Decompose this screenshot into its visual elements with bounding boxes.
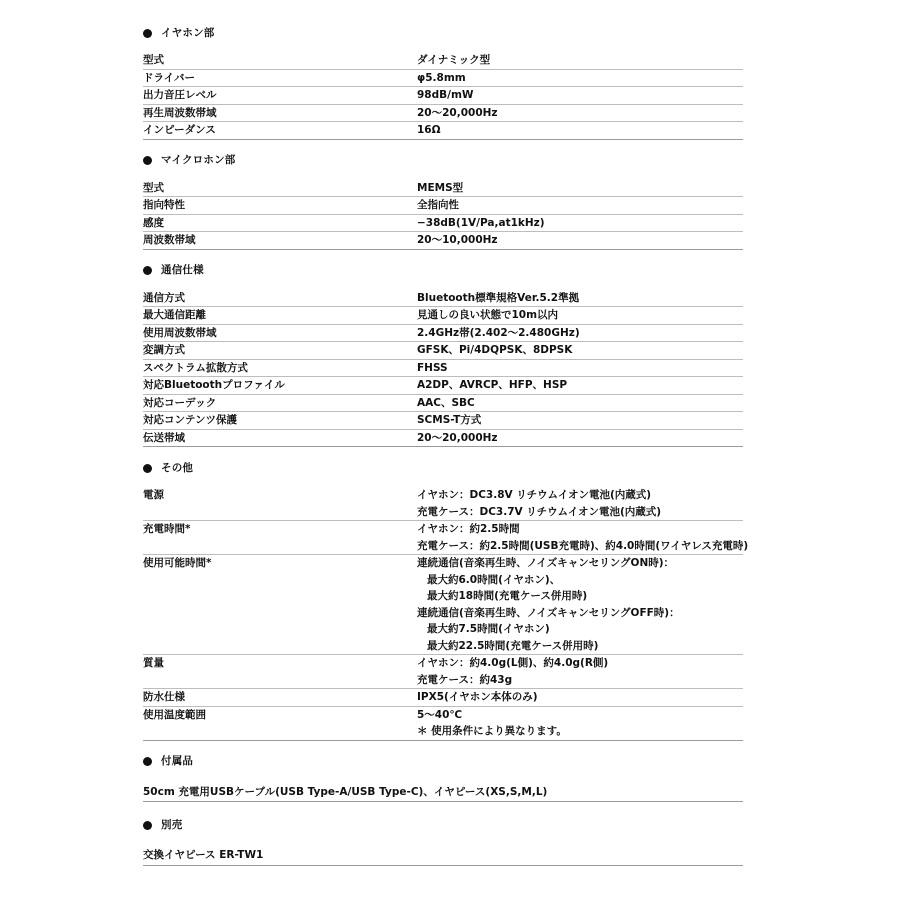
row-label: スペクトラム拡散方式 [143,361,248,374]
section-title: 別売 [161,818,183,831]
row-value: 最大約6.0時間(イヤホン)、 [427,573,561,586]
row-label: 周波数帯域 [143,234,196,246]
row-label: 充電時間* [143,523,191,535]
table-row [143,52,743,70]
row-value: 充電ケース：約43g [417,673,513,686]
row-label: インピーダンス [143,124,216,136]
section-title: マイクロホン部 [161,154,236,167]
spec-table-microphone [143,180,743,250]
table-row [143,105,743,123]
row-value: ダイナミック型 [417,54,491,66]
section-heading-sold-separately [143,814,743,836]
table-row [143,377,743,395]
row-label: 感度 [143,216,164,229]
row-label: 最大通信距離 [143,309,206,321]
sold-separately-text: 交換イヤピース ER-TW1 [143,846,743,866]
row-value: イヤホン：約2.5時間 [417,523,520,535]
bullet-icon [143,156,152,165]
table-row [143,197,743,215]
row-value: IPX5(イヤホン本体のみ) [417,691,538,703]
table-row [143,180,743,198]
row-value: 最大約7.5時間(イヤホン) [427,623,550,635]
section-title: 付属品 [161,755,194,768]
row-value: −38dB(1V/Pa,at1kHz) [417,216,545,229]
row-value: Bluetooth標準規格Ver.5.2準拠 [417,291,580,304]
table-row [143,342,743,360]
row-label: 電源 [143,489,164,501]
row-value: 最大約22.5時間(充電ケース併用時) [427,639,599,652]
section-title: イヤホン部 [161,26,215,39]
spec-sheet [143,22,749,878]
section-heading-other [143,457,743,479]
row-label: 型式 [143,54,164,66]
row-value: ＊ 使用条件により異なります。 [417,725,567,737]
table-row [143,487,743,521]
spec-table-other [143,487,749,741]
row-label: 使用周波数帯域 [143,326,217,339]
row-label: 伝送帯域 [143,431,185,444]
table-row [143,395,743,413]
row-value: AAC、SBC [417,396,475,409]
table-row [143,215,743,233]
accessories-text: 50cm 充電用USBケーブル(USB Type-A/USB Type-C)、イヤピース(XS,S,M,L) [143,783,743,803]
section-title: 通信仕様 [161,264,204,277]
row-value: 2.4GHz帯(2.402〜2.480GHz) [417,326,580,339]
row-value: 充電ケース：約2.5時間(USB充電時)、約4.0時間(ワイヤレス充電時) [417,539,749,552]
row-value: 20〜20,000Hz [417,106,498,119]
bullet-icon [143,757,152,766]
row-value: イヤホン：約4.0g(L側)、約4.0g(R側) [417,657,609,669]
table-row [143,87,743,105]
bullet-icon [143,821,152,830]
table-row [143,521,749,555]
row-value: 充電ケース：DC3.7V リチウムイオン電池(内蔵式) [417,505,662,518]
row-label: 使用可能時間* [143,557,212,569]
row-label: 対応コンテンツ保護 [143,414,237,426]
row-value: A2DP、AVRCP、HFP、HSP [417,379,568,391]
row-label: 指向特性 [143,199,185,211]
table-row [143,655,743,689]
row-value: 98dB/mW [417,89,474,101]
table-row [143,122,743,140]
table-row [143,360,743,378]
section-title: その他 [161,461,194,474]
table-row [143,290,743,308]
row-value: 20〜20,000Hz [417,431,498,444]
row-value: SCMS-T方式 [417,414,482,426]
table-row [143,325,743,343]
spec-table-earphone [143,52,743,140]
table-row [143,70,743,88]
bullet-icon [143,29,152,38]
bullet-icon [143,464,152,473]
row-value: イヤホン：DC3.8V リチウムイオン電池(内蔵式) [417,489,652,501]
spec-table-communication [143,290,743,448]
row-value: 連続通信(音楽再生時、ノイズキャンセリングON時)： [417,557,675,569]
row-value: φ5.8mm [417,71,466,84]
row-label: ドライバー [143,71,195,84]
table-row [143,430,743,448]
table-row [143,412,743,430]
bullet-icon [143,266,152,275]
row-label: 再生周波数帯域 [143,106,217,119]
row-value: 最大約18時間(充電ケース併用時) [427,590,588,602]
row-label: 対応Bluetoothプロファイル [143,379,285,391]
row-value: MEMS型 [417,181,464,194]
row-value: 見通しの良い状態で10m以内 [417,309,559,321]
table-row [143,707,743,741]
section-heading-communication [143,260,743,282]
section-heading-earphone [143,22,743,44]
table-row [143,689,743,707]
row-value: 全指向性 [417,199,459,211]
row-label: 型式 [143,181,164,194]
table-row [143,232,743,250]
row-value: 20〜10,000Hz [417,234,498,246]
section-heading-microphone [143,150,743,172]
row-value: 16Ω [417,124,441,136]
row-label: 使用温度範囲 [143,708,206,721]
row-label: 質量 [143,657,164,669]
table-row [143,307,743,325]
row-value: 連続通信(音楽再生時、ノイズキャンセリングOFF時)： [417,606,680,619]
row-label: 対応コーデック [143,396,217,409]
table-row [143,555,743,655]
row-value: FHSS [417,361,448,374]
row-value: 5〜40℃ [417,708,463,721]
row-label: 防水仕様 [143,691,185,703]
row-label: 出力音圧レベル [143,89,217,101]
section-heading-accessories [143,751,743,773]
row-value: GFSK、Pi/4DQPSK、8DPSK [417,344,573,356]
row-label: 変調方式 [143,344,185,356]
row-label: 通信方式 [143,291,185,304]
